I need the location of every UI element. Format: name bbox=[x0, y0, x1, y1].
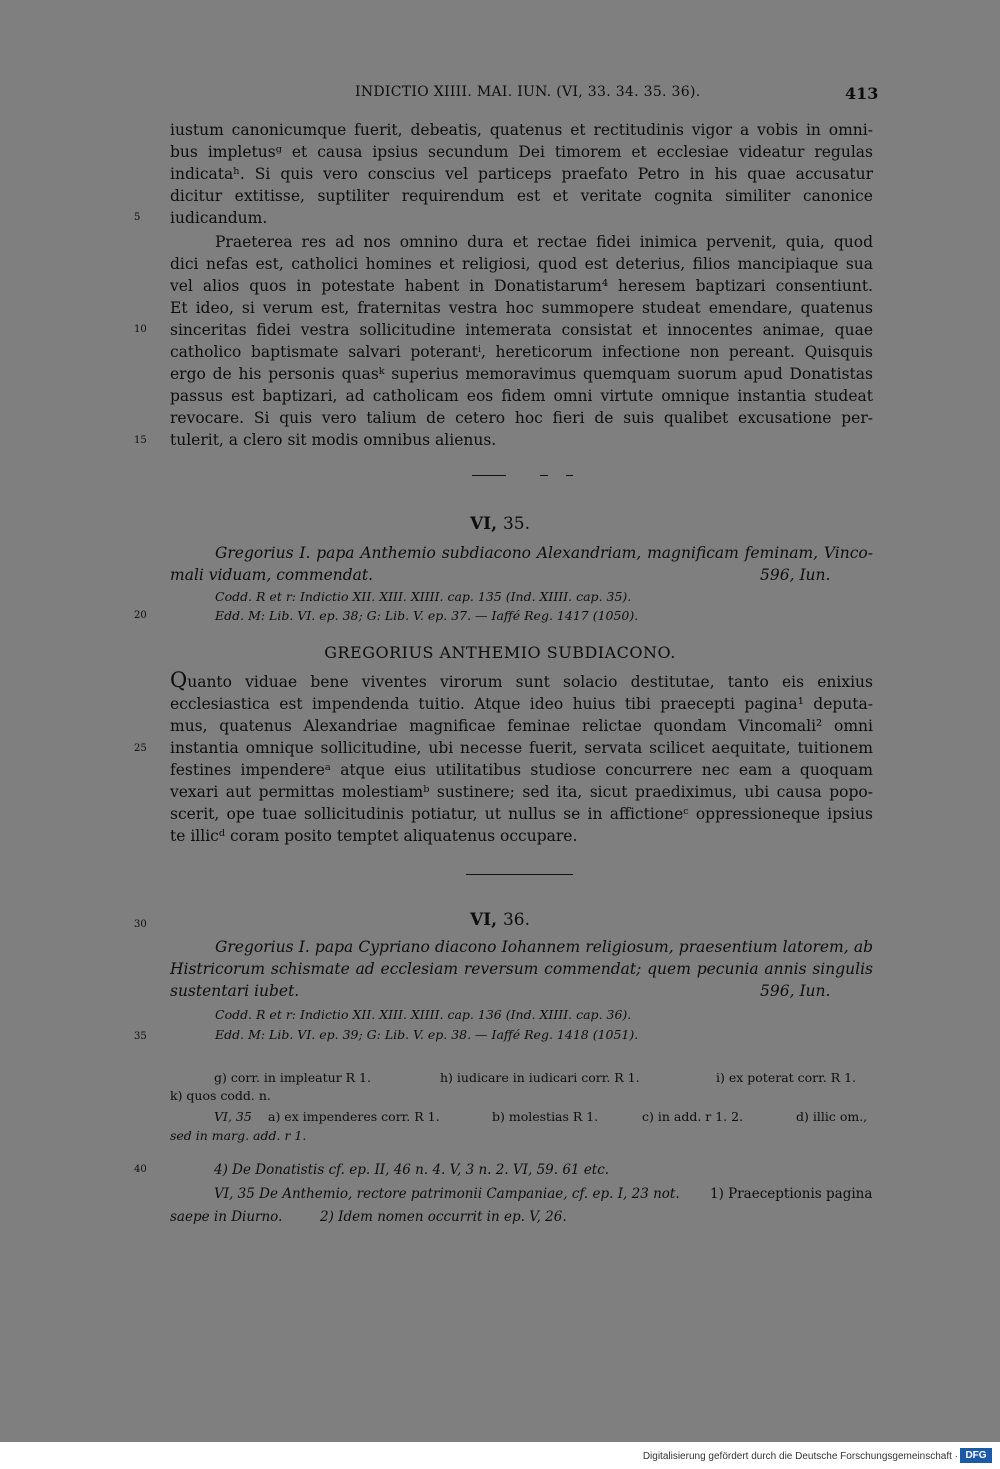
apparatus-note: k) quos codd. n. bbox=[170, 1088, 271, 1103]
text-line: passus est baptizari, ad catholicam eos fidem omni virtute omnique instantia studeat bbox=[170, 387, 873, 405]
text-line: vel alios quos in potestate habent in Donatistarum⁴ heresem baptizari consentiunt. bbox=[170, 277, 873, 295]
text-line: sinceritas fidei vestra sollicitudine intemerata consistat et innocentes animae, quae bbox=[170, 321, 873, 339]
letter-number-35 bbox=[0, 514, 1000, 534]
line-number: 10 bbox=[134, 324, 147, 335]
initial-letter: Q bbox=[170, 668, 188, 692]
codices-line: Codd. R et r: Indictio XII. XIII. XIIII. cap. 135 (Ind. XIIII. cap. 35). bbox=[215, 589, 632, 604]
text-line: vexari aut permittas molestiamᵇ sustinere; sed ita, sicut praediximus, ubi causa popo- bbox=[170, 783, 873, 801]
running-title: INDICTIO XIIII. MAI. IUN. (VI, 33. 34. 35. 36). bbox=[355, 84, 701, 100]
apparatus-note: h) iudicare in iudicari corr. R 1. bbox=[440, 1070, 640, 1085]
footnote: 1) Praeceptionis pagina bbox=[710, 1186, 873, 1202]
editions-line: Edd. M: Lib. VI. ep. 39; G: Lib. V. ep. 38. — Iaffé Reg. 1418 (1051). bbox=[215, 1027, 639, 1042]
text-line: bus impletusᵍ et causa ipsius secundum Dei timorem et ecclesiae videatur regulas bbox=[170, 143, 873, 161]
editions-line: Edd. M: Lib. VI. ep. 38; G: Lib. V. ep. 37. — Iaffé Reg. 1417 (1050). bbox=[215, 608, 639, 623]
letter-number-value: 36. bbox=[502, 910, 531, 930]
text-line: dicitur extitisse, suptiliter requirendum est et veritate cognita similiter canonice bbox=[170, 187, 873, 205]
text-line: tulerit, a clero sit modis omnibus alienus. bbox=[170, 431, 497, 449]
text-line: festines impendereᵃ atque eius utilitatibus studiose concurrere nec eam a quoquam bbox=[170, 761, 873, 779]
text-line: te illicᵈ coram posito temptet aliquatenus occupare. bbox=[170, 827, 578, 845]
footnote: 4) De Donatistis cf. ep. II, 46 n. 4. V, 3 n. 2. VI, 59. 61 etc. bbox=[214, 1162, 610, 1178]
text-line: indicataʰ. Si quis vero conscius vel particeps praefato Petro in his quae accusatur bbox=[170, 165, 873, 183]
text-line: revocare. Si quis vero talium de cetero hoc fieri de suis qualibet excusatione per- bbox=[170, 409, 873, 427]
section-divider bbox=[466, 874, 573, 875]
text-line: ecclesiastica est impendenda tuitio. Atque ideo huius tibi praecepti pagina¹ deputa- bbox=[170, 695, 873, 713]
letter-title: GREGORIUS ANTHEMIO SUBDIACONO. bbox=[324, 643, 676, 662]
letter-date: 596, Iun. bbox=[760, 982, 831, 1000]
letter-number-label: VI, bbox=[469, 910, 498, 930]
credit-text: Digitalisierung gefördert durch die Deutsche Forschungsgemeinschaft · bbox=[642, 1451, 958, 1462]
letter-summary-line: sustentari iubet. bbox=[170, 982, 300, 1000]
letter-number-36 bbox=[0, 910, 1000, 930]
text-line: instantia omnique sollicitudine, ubi necesse fuerit, servata scilicet aequitate, tuitionem bbox=[170, 739, 873, 757]
text-line: dici nefas est, catholici homines et religiosi, quod est deterius, filios mancipiaque sua bbox=[170, 255, 873, 273]
line-number: 20 bbox=[134, 610, 147, 621]
line-number: 15 bbox=[134, 435, 147, 446]
apparatus-note: c) in add. r 1. 2. bbox=[642, 1109, 744, 1124]
dfg-logo: DFG bbox=[960, 1448, 992, 1463]
text-line: ergo de his personis quasᵏ superius memoravimus quemquam suorum apud Donatistas bbox=[170, 365, 873, 383]
digitization-credit-banner bbox=[0, 1442, 1000, 1469]
text-line bbox=[170, 669, 873, 693]
line-number: 25 bbox=[134, 743, 147, 754]
text-line: mus, quatenus Alexandriae magnificae feminae relictae quondam Vincomali² omni bbox=[170, 717, 873, 735]
letter-summary-line: Gregorius I. papa Anthemio subdiacono Alexandriam, magnificam feminam, Vinco- bbox=[215, 544, 873, 562]
text-line: Praeterea res ad nos omnino dura et rectae fidei inimica pervenit, quia, quod bbox=[215, 233, 873, 251]
footnote: VI, 35 De Anthemio, rectore patrimonii Campaniae, cf. ep. I, 23 not. bbox=[214, 1186, 680, 1202]
letter-summary-line: Histricorum schismate ad ecclesiam reversum commendat; quem pecunia annis singulis bbox=[170, 960, 873, 978]
page-number: 413 bbox=[845, 84, 879, 103]
letter-summary-line: mali viduam, commendat. bbox=[170, 566, 374, 584]
apparatus-note: i) ex poterat corr. R 1. bbox=[716, 1070, 857, 1085]
line-number: 35 bbox=[134, 1031, 147, 1042]
letter-number-label: VI, bbox=[469, 514, 498, 534]
text-line: iustum canonicumque fuerit, debeatis, quatenus et rectitudinis vigor a vobis in omni- bbox=[170, 121, 873, 139]
apparatus-note: b) molestias R 1. bbox=[492, 1109, 599, 1124]
apparatus-note: g) corr. in impleatur R 1. bbox=[214, 1070, 371, 1085]
text-line: Et ideo, si verum est, fraternitas vestra hoc summopere studeat emendare, quatenus bbox=[170, 299, 873, 317]
separator-rule bbox=[540, 475, 548, 476]
line-number: 40 bbox=[134, 1164, 147, 1175]
text-line: catholico baptismate salvari poterantⁱ, hereticorum infectione non pereant. Quisquis bbox=[170, 343, 873, 361]
codices-line: Codd. R et r: Indictio XII. XIII. XIIII. cap. 136 (Ind. XIIII. cap. 36). bbox=[215, 1007, 632, 1022]
letter-date: 596, Iun. bbox=[760, 566, 831, 584]
text-line-rest: uanto viduae bene viventes virorum sunt solacio destitutae, tanto eis enixius bbox=[187, 673, 873, 691]
apparatus-note: sed in marg. add. r 1. bbox=[170, 1128, 307, 1143]
footnote: 2) Idem nomen occurrit in ep. V, 26. bbox=[320, 1209, 567, 1225]
separator-rule bbox=[472, 475, 506, 476]
footnote: saepe in Diurno. bbox=[170, 1209, 283, 1225]
apparatus-label: VI, 35 bbox=[214, 1109, 252, 1124]
line-number: 30 bbox=[134, 919, 147, 930]
apparatus-note: d) illic om., bbox=[796, 1109, 868, 1124]
text-line: iudicandum. bbox=[170, 209, 268, 227]
letter-number-value: 35. bbox=[502, 514, 531, 534]
line-number: 5 bbox=[134, 212, 141, 223]
separator-rule bbox=[566, 475, 573, 476]
letter-summary-line: Gregorius I. papa Cypriano diacono Iohannem religiosum, praesentium latorem, ab bbox=[215, 938, 873, 956]
apparatus-note: a) ex impenderes corr. R 1. bbox=[268, 1109, 440, 1124]
text-line: scerit, ope tuae sollicitudinis potiatur, ut nullus se in affictioneᶜ oppressioneque ipsius bbox=[170, 805, 873, 823]
